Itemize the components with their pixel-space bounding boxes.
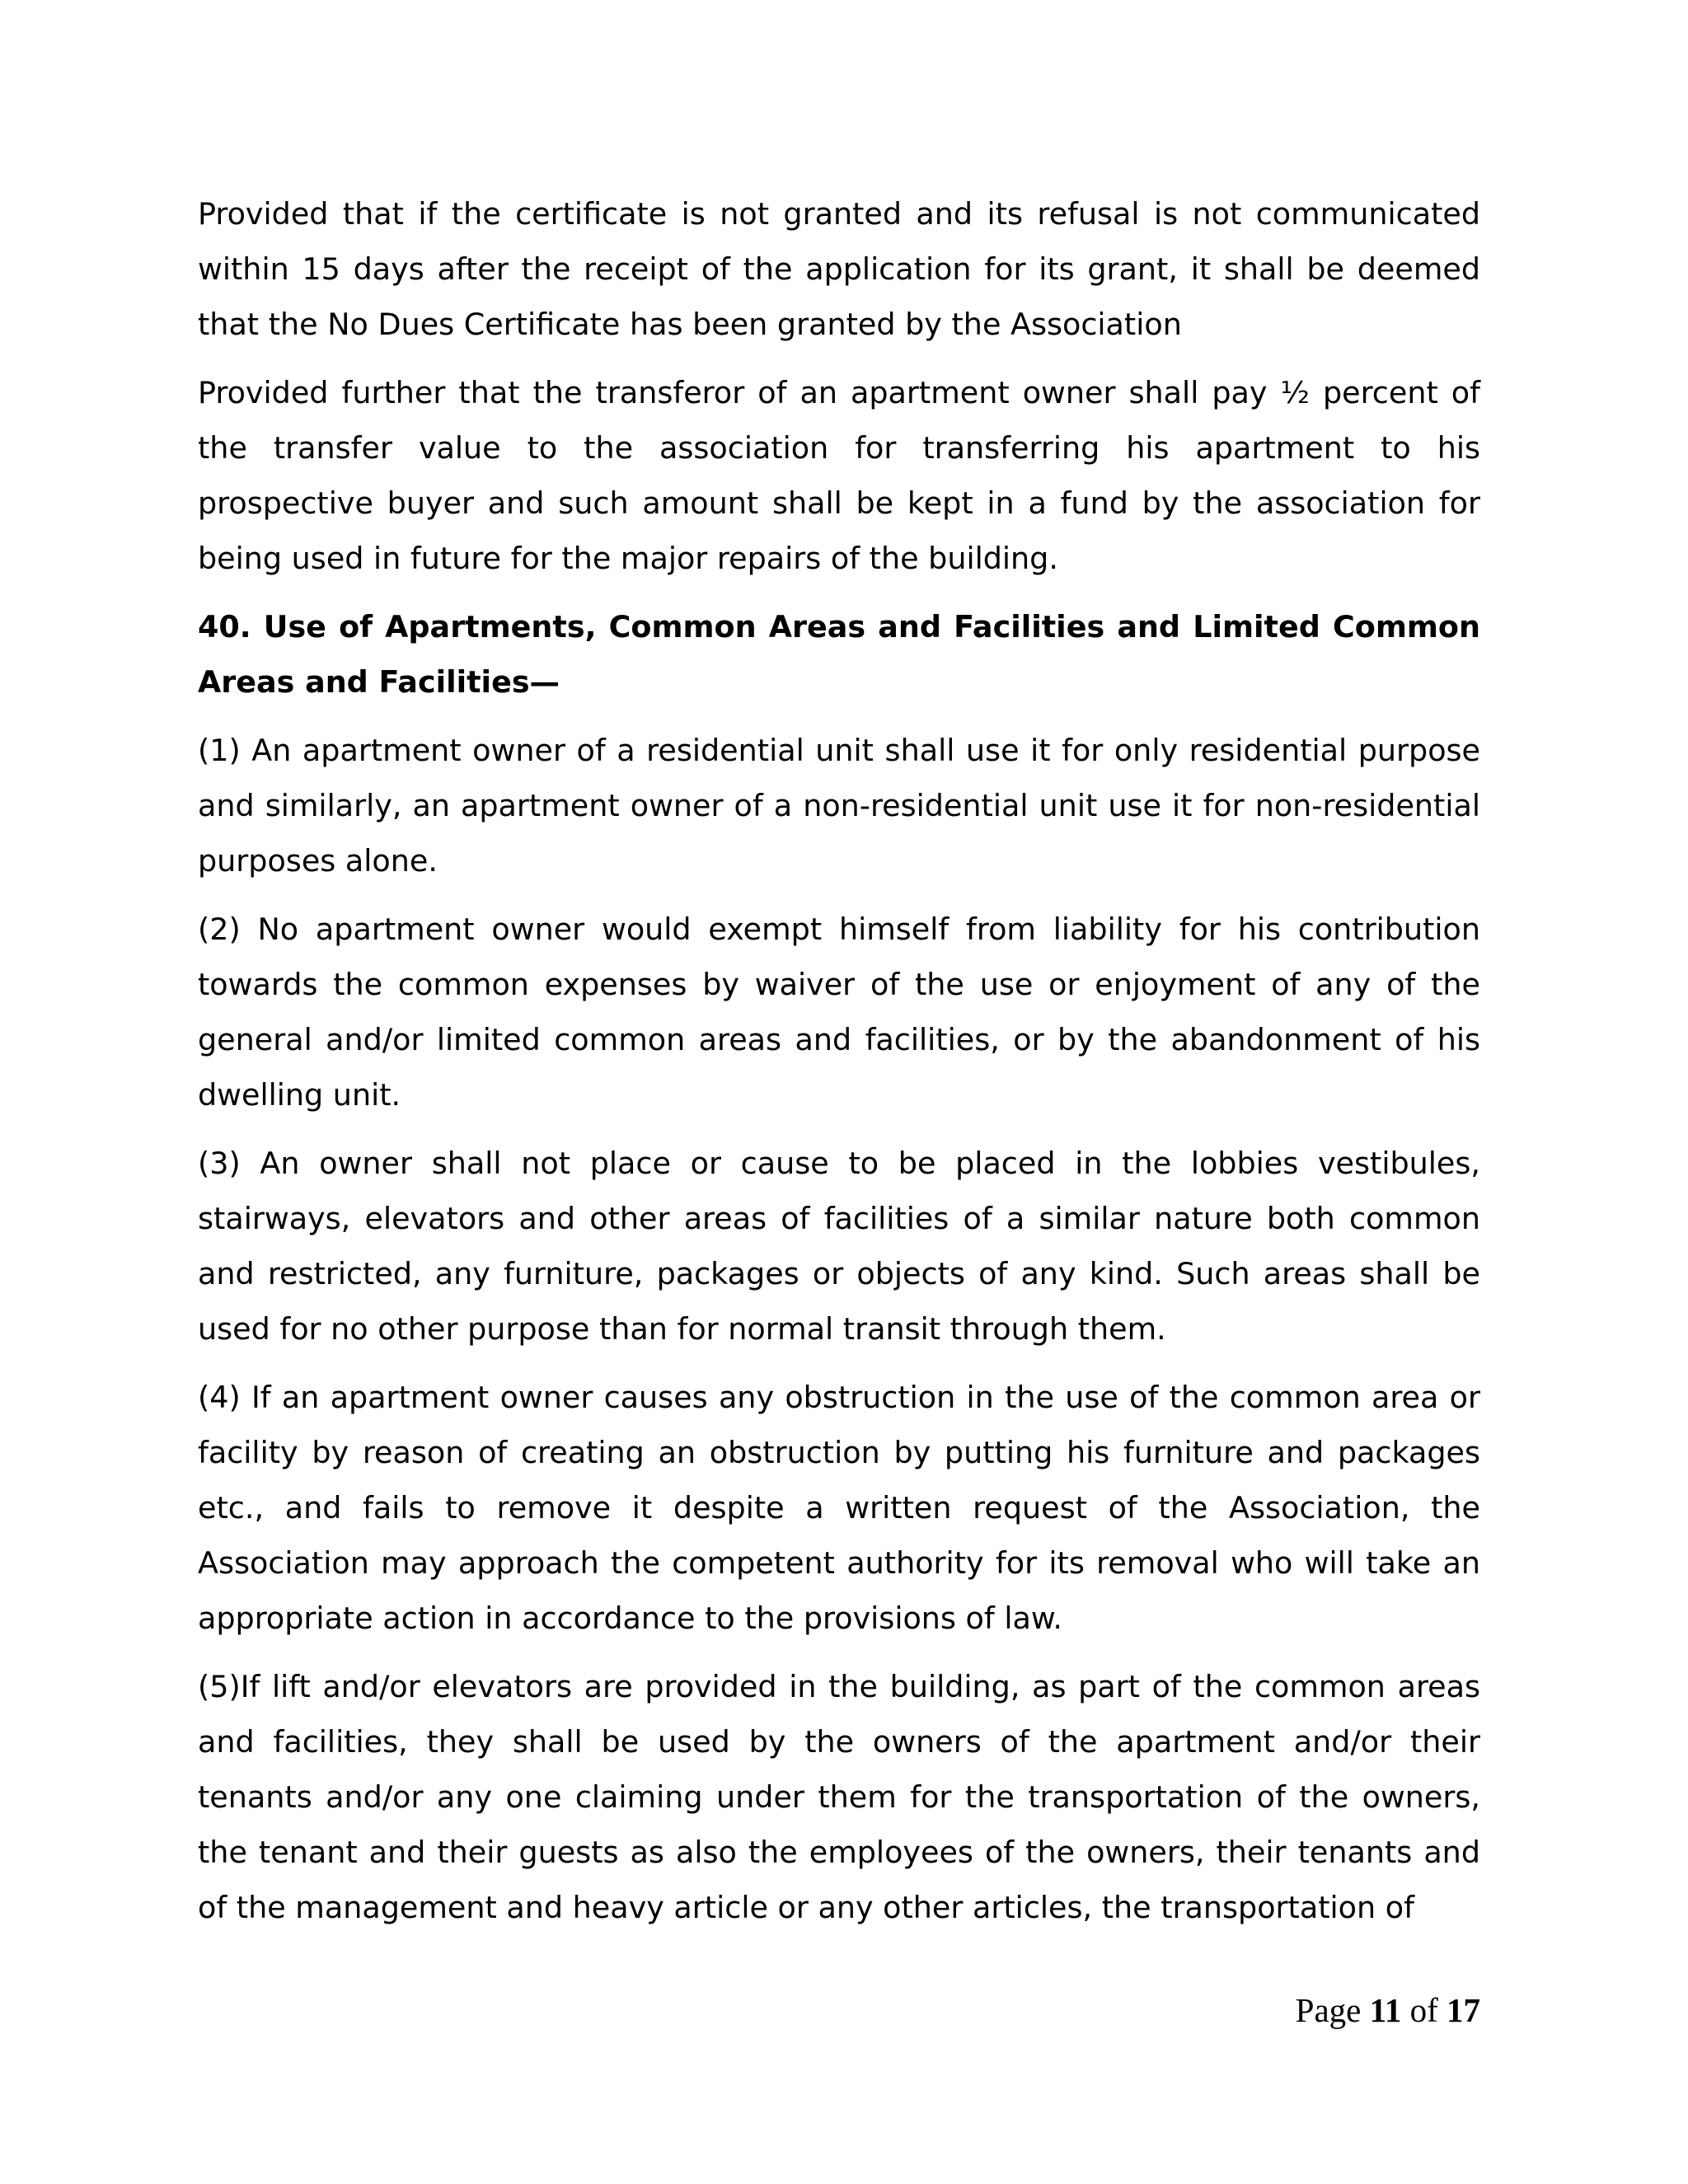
page-footer: [1296, 1990, 1480, 2031]
clause-4: (4) If an apartment owner causes any obstruction in the use of the common area or facility by reason of creating an obstruction by putting his furniture and packages etc., and fails to remove it despite a written request of the Association, the Association may approach the competent authority for its removal who will take an appropriate action in accordance to the provisions of law.: [198, 1380, 1480, 1636]
clause-3: (3) An owner shall not place or cause to be placed in the lobbies vestibules, stairways, elevators and other areas of facilities of a similar nature both common and restricted, any furniture, packages or objects of any kind. Such areas shall be used for no other purpose than for normal transit through them.: [198, 1146, 1480, 1347]
document-page: [198, 186, 1480, 1948]
proviso-further-paragraph: Provided further that the transferor of an apartment owner shall pay ½ percent of the transfer value to the association for transferring his apartment to his prospective buyer and such amount shall be kept in a fund by the association for being used in future for the major repairs of the building.: [198, 375, 1480, 576]
section-heading: 40. Use of Apartments, Common Areas and Facilities and Limited Common Areas and Facilities—: [198, 609, 1480, 700]
clause-5: (5)If lift and/or elevators are provided in the building, as part of the common areas and facilities, they shall be used by the owners of the apartment and/or their tenants and/or any one claiming under them for the transportation of the owners, the tenant and their guests as also the employees of the owners, their tenants and of the management and heavy article or any other articles, the transportation of: [198, 1669, 1480, 1925]
page-total: 17: [1447, 1991, 1480, 2029]
clause-1: (1) An apartment owner of a residential unit shall use it for only residential purpose and similarly, an apartment owner of a non-residential unit use it for non-residential purposes alone.: [198, 733, 1480, 879]
page-label: Page: [1295, 1991, 1362, 2029]
of-label: of: [1409, 1991, 1438, 2029]
page-number: 11: [1369, 1991, 1402, 2029]
proviso-paragraph: Provided that if the certificate is not granted and its refusal is not communicated within 15 days after the receipt of the application for its grant, it shall be deemed that the No Dues Certificate has been granted by the Association: [198, 196, 1480, 342]
clause-2: (2) No apartment owner would exempt himself from liability for his contribution towards the common expenses by waiver of the use or enjoyment of any of the general and/or limited common areas and facilities, or by the abandonment of his dwelling unit.: [198, 912, 1480, 1113]
